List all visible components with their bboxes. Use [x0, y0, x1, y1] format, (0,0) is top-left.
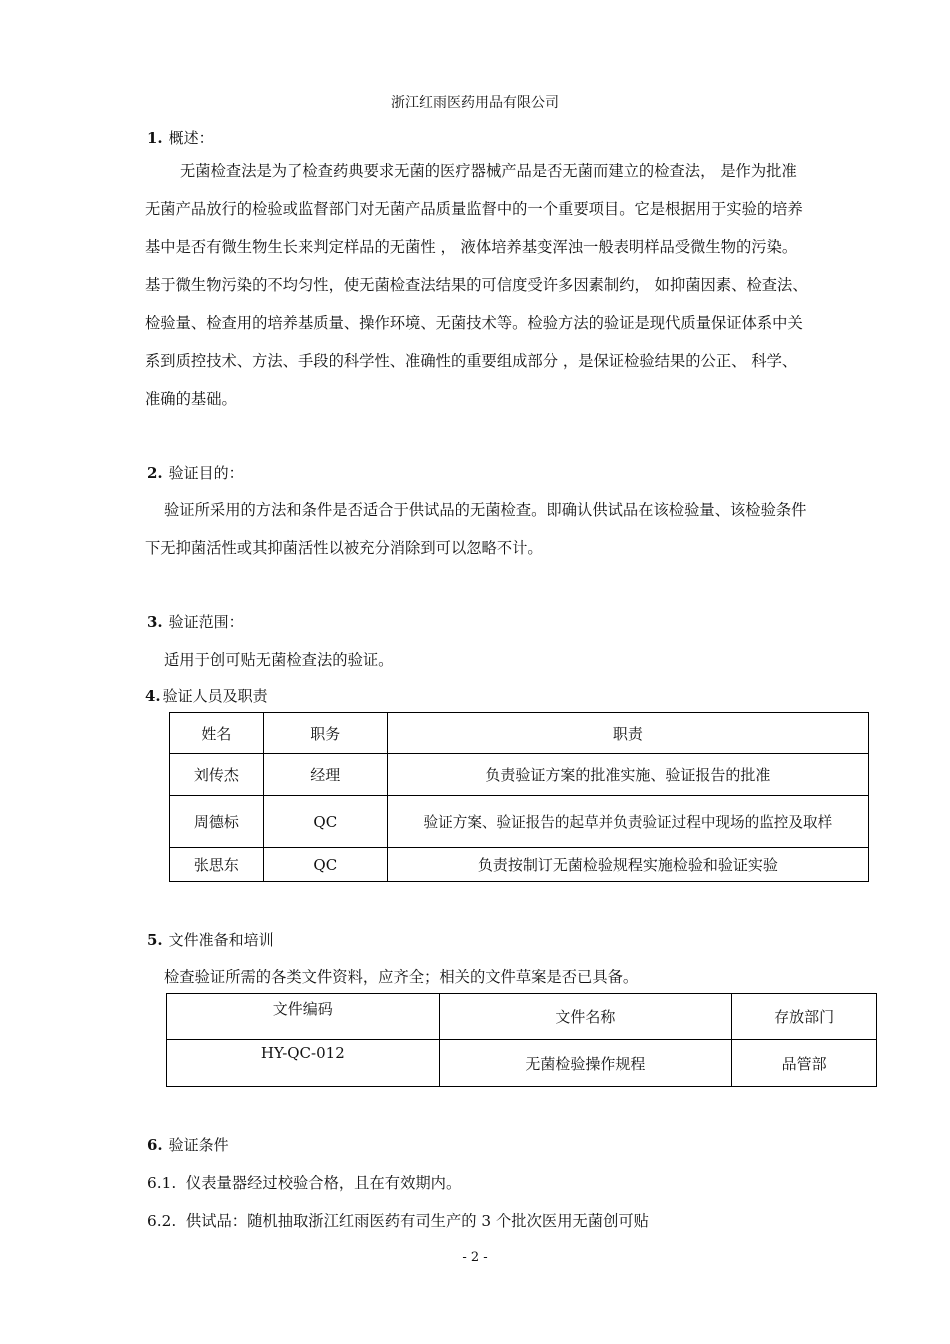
cell-duty: 验证方案、验证报告的起草并负责验证过程中现场的监控及取样: [387, 796, 868, 848]
section-1-title: 概述：: [168, 129, 214, 147]
header-doc-name: 文件名称: [439, 994, 732, 1040]
cell-doc-code: HY-QC-012: [167, 1040, 440, 1087]
section-2-title: 验证目的：: [168, 464, 244, 482]
paragraph-line: 系到质控技术、方法、手段的科学性、准确性的重要组成部分 ，是保证检验结果的公正、 科学、: [145, 352, 798, 370]
table-header-row: [167, 994, 877, 1040]
paragraph-line: 基中是否有微生物生长来判定样品的无菌性 ， 液体培养基变浑浊一般表明样品受微生物的污染。: [145, 238, 798, 256]
section-5-heading: [147, 929, 274, 950]
header-position: 职务: [263, 713, 387, 754]
section-4-title: 验证人员及职责: [162, 687, 268, 705]
cell-duty: 负责按制订无菌检验规程实施检验和验证实验: [387, 848, 868, 882]
section-2-line-2: 下无抑菌活性或其抑菌活性以被充分消除到可以忽略不计。: [145, 539, 543, 557]
cell-name: 刘传杰: [170, 754, 264, 796]
cell-storage-dept: 品管部: [732, 1040, 877, 1087]
cell-doc-name: 无菌检验操作规程: [439, 1040, 732, 1087]
cell-duty: 负责验证方案的批准实施、验证报告的批准: [387, 754, 868, 796]
section-2-number: 2.: [147, 464, 163, 482]
table-row: [170, 796, 869, 848]
cell-name: 张思东: [170, 848, 264, 882]
header-doc-code: 文件编码: [167, 994, 440, 1040]
paragraph-line: 准确的基础。: [145, 390, 237, 408]
table-row: [170, 754, 869, 796]
section-6-title: 验证条件: [168, 1136, 229, 1154]
table-header-row: [170, 713, 869, 754]
header-duty: 职责: [387, 713, 868, 754]
section-1-number: 1.: [147, 129, 163, 147]
document-table: [166, 993, 877, 1087]
paragraph-line: 检验量、检查用的培养基质量、操作环境、无菌技术等。检验方法的验证是现代质量保证体系中关: [145, 314, 803, 332]
paragraph-line: 基于微生物污染的不均匀性，使无菌检查法结果的可信度受许多因素制约， 如抑菌因素、检查法、: [145, 276, 808, 294]
section-3-title: 验证范围：: [168, 613, 244, 631]
condition-item-6-2: 6.2. 供试品：随机抽取浙江红雨医药有司生产的 3 个批次医用无菌创可贴: [147, 1212, 649, 1230]
header-storage-dept: 存放部门: [732, 994, 877, 1040]
page-number: - 2 -: [462, 1250, 488, 1265]
section-5-text: 检查验证所需的各类文件资料，应齐全；相关的文件草案是否已具备。: [164, 968, 639, 986]
cell-name: 周德标: [170, 796, 264, 848]
cell-position: QC: [263, 796, 387, 848]
paragraph-line: 无菌检查法是为了检查药典要求无菌的医疗器械产品是否无菌而建立的检查法， 是作为批准: [180, 162, 797, 180]
personnel-table: [169, 712, 869, 882]
section-2-line-1: 验证所采用的方法和条件是否适合于供试品的无菌检查。即确认供试品在该检验量、该检验条件: [164, 501, 807, 519]
section-3-heading: [147, 611, 244, 632]
section-3-number: 3.: [147, 613, 163, 631]
section-6-number: 6.: [147, 1136, 163, 1154]
header-name: 姓名: [170, 713, 264, 754]
condition-item-6-1: 6.1. 仪表量器经过校验合格，且在有效期内。: [147, 1174, 462, 1192]
document-header: 浙江红雨医药用品有限公司: [391, 95, 559, 111]
table-row: [170, 848, 869, 882]
table-row: [167, 1040, 877, 1087]
paragraph-line: 无菌产品放行的检验或监督部门对无菌产品质量监督中的一个重要项目。它是根据用于实验的培养: [145, 200, 803, 218]
cell-position: 经理: [263, 754, 387, 796]
section-1-paragraph: [145, 152, 870, 418]
section-1-heading: [147, 127, 214, 148]
section-5-number: 5.: [147, 931, 163, 949]
section-4-number: 4.: [145, 687, 161, 705]
section-4-heading: [145, 685, 268, 706]
section-6-heading: [147, 1134, 229, 1155]
section-3-text: 适用于创可贴无菌检查法的验证。: [164, 651, 394, 669]
section-5-title: 文件准备和培训: [168, 931, 274, 949]
cell-position: QC: [263, 848, 387, 882]
section-2-heading: [147, 462, 244, 483]
